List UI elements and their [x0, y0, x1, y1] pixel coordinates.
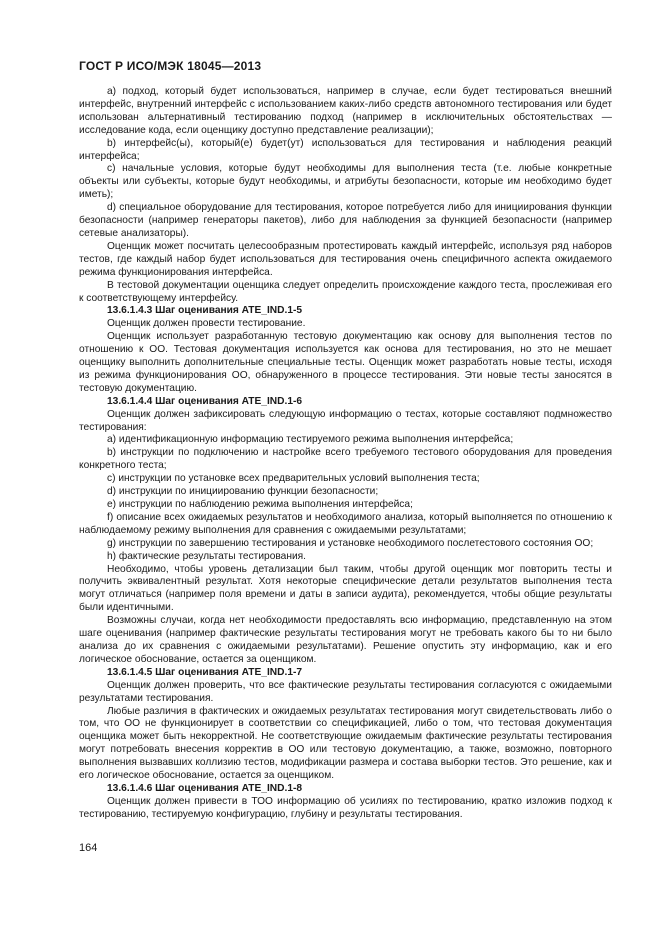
paragraph: Оценщик использует разработанную тестовую документацию как основу для выполнения тестов по отношению к ОО. Тестовая документация используется как основа для тестирования, но это не мешает оценщику выполнить дополнительные специальные тесты. Оценщик может разработать новые тесты, исходя из режима функционирования ОО, обнаруженного в процессе тестирования. Эти новые тесты заносятся в тестовую документацию. [79, 331, 612, 394]
document-body [79, 86, 612, 822]
paragraph: f) описание всех ожидаемых результатов и необходимого анализа, который выполняется по отношению к наблюдаемому режиму выполнения для сравнения с ожидаемыми результатами; [79, 511, 612, 536]
document-header: ГОСТ Р ИСО/МЭК 18045—2013 [79, 59, 262, 73]
paragraph: b) инструкции по подключению и настройке всего требуемого тестового оборудования для проведения конкретного теста; [79, 447, 612, 472]
paragraph: b) интерфейс(ы), который(е) будет(ут) использоваться для тестирования и наблюдения реакций интерфейса; [79, 137, 612, 162]
paragraph: Возможны случаи, когда нет необходимости предоставлять всю информацию, представленную на этом шаге оценивания (например фактические результаты тестирования могут не требовать какого бы то ни было анализа до их сравнения с ожидаемыми результатами). Решение опустить эту информацию, как и его логическое обоснование, остается за оценщиком. [79, 615, 612, 665]
paragraph: a) подход, который будет использоваться, например в случае, если будет тестироваться внешний интерфейс, внутренний интерфейс с использованием каких-либо средств автономного тестирования или будет использован альтернативный тестированию подход (например в исключительных обстоятельствах — исследование кода, если оценщику доступно представление реализации); [79, 86, 612, 136]
paragraph: Оценщик должен провести тестирование. [107, 318, 306, 330]
paragraph: g) инструкции по завершению тестирования и установке необходимого послетестового состояния ОО; [107, 537, 594, 549]
paragraph: Оценщик должен привести в ТОО информацию об усилиях по тестированию, кратко изложив подход к тестированию, тестируемую конфигурацию, глубину и результаты тестирования. [79, 795, 612, 820]
paragraph: e) инструкции по наблюдению режима выполнения интерфейса; [107, 499, 413, 510]
paragraph: d) специальное оборудование для тестирования, которое потребуется либо для инициирования функции безопасности (например генераторы пакетов), либо для наблюдения за функцией безопасности (например сетевые анализаторы). [79, 202, 612, 239]
paragraph: Оценщик должен зафиксировать следующую информацию о тестах, которые составляют подмножество тестирования: [79, 408, 612, 433]
paragraph: h) фактические результаты тестирования. [107, 550, 307, 562]
section-heading: 13.6.1.4.4 Шаг оценивания ATE_IND.1-6 [107, 395, 303, 407]
section-heading: 13.6.1.4.3 Шаг оценивания ATE_IND.1-5 [107, 305, 303, 317]
paragraph: Необходимо, чтобы уровень детализации был таким, чтобы другой оценщик мог повторить тесты и получить эквивалентный результат. Хотя некоторые специфические детали результатов выполнения теста могут отличаться (например поля времени и даты в записи аудита), рекомендуется, чтобы общие результаты были идентичными. [79, 563, 612, 614]
page-number: 164 [79, 842, 98, 854]
paragraph: c) инструкции по установке всех предварительных условий выполнения теста; [107, 473, 480, 485]
paragraph: Оценщик должен проверить, что все фактические результаты тестирования согласуются с ожидаемыми результатами тестирования. [79, 679, 612, 704]
paragraph: d) инструкции по инициированию функции безопасности; [107, 486, 379, 498]
section-heading: 13.6.1.4.6 Шаг оценивания ATE_IND.1-8 [107, 782, 303, 794]
paragraph: a) идентификационную информацию тестируемого режима выполнения интерфейса; [107, 434, 514, 446]
paragraph: Оценщик может посчитать целесообразным протестировать каждый интерфейс, используя ряд наборов тестов, где каждый набор будет использоваться для тестирования очень специфичного аспекта ожидаемого режима функционирования интерфейса. [79, 240, 612, 278]
paragraph: В тестовой документации оценщика следует определить происхождение каждого теста, прослеживая его к соответствующему интерфейсу. [79, 279, 612, 304]
section-heading: 13.6.1.4.5 Шаг оценивания ATE_IND.1-7 [107, 666, 303, 678]
paragraph: c) начальные условия, которые будут необходимы для выполнения теста (т.е. любые конкретные объекты или субъекты, которые будут необходимы, и атрибуты безопасности, которые им необходимо будет иметь); [79, 163, 612, 201]
paragraph: Любые различия в фактических и ожидаемых результатах тестирования могут свидетельствовать либо о том, что ОО не функционирует в соответствии со спецификацией, либо о том, что тестовая документация оценщика может быть некорректной. Не соответствующие ожидаемым фактические результаты тестирования могут потребовать внесения корректив в ОО или тестовую документацию, а также, возможно, повторного выполнения вызвавших коллизию тестов, модификации размера и состава выборки тестов. Это решение, как и его логическое обоснование, остается за оценщиком. [79, 705, 612, 782]
